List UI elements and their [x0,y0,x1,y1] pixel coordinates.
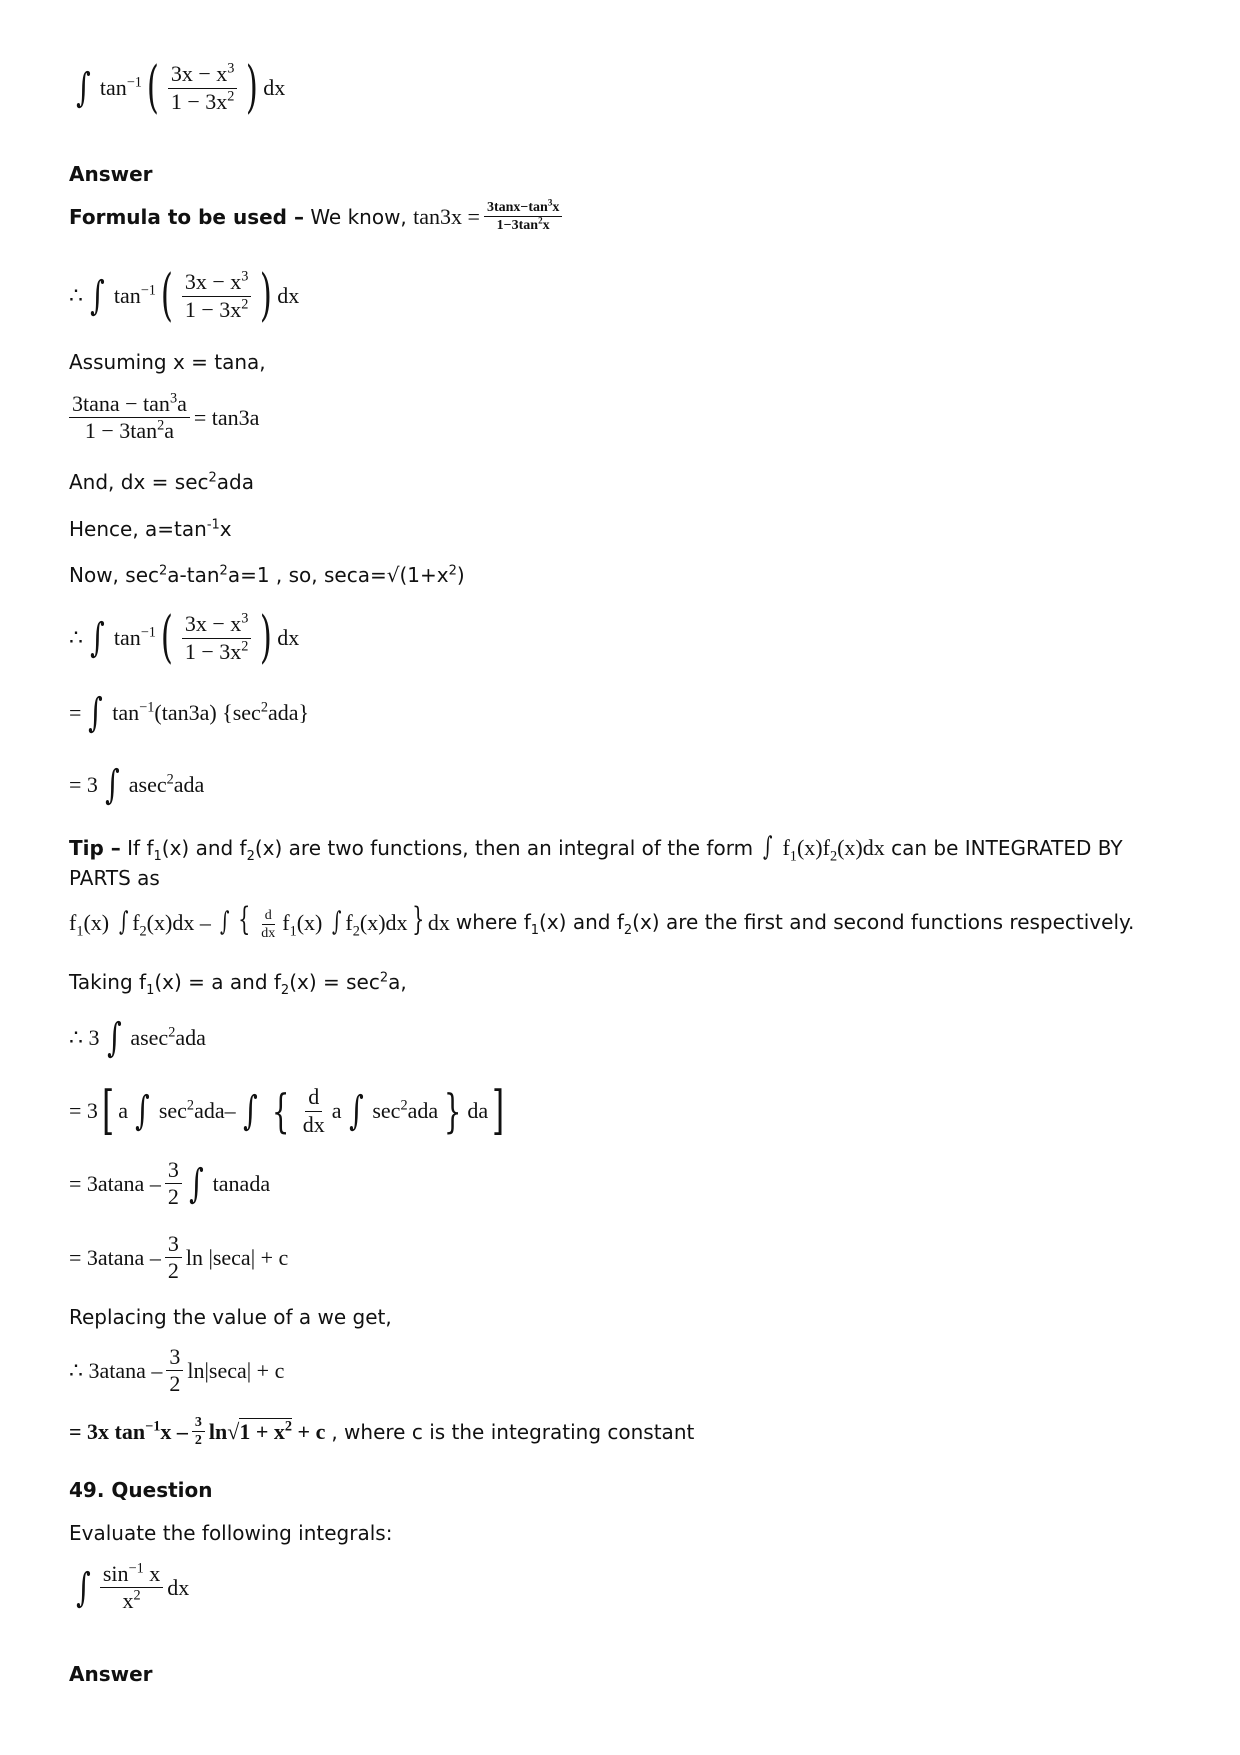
hence-text: Hence, $a=\tan^{-1}x$ [69,517,232,541]
identity-expression: $\frac{3\tan a - \tan^3a}{1 - 3\tan^2a}$ = tan3a [69,392,259,443]
step-e: = 3atana – $\frac{3}{2}$ ∫ tanada [69,1157,271,1210]
step-g: ∴ 3atana – $\frac{3}{2}$ ln|seca| + c [69,1344,285,1397]
problem-expression: ∫ $\tan^{-1}$ ( $\frac{3x - x^3}{1 - 3x^2}$ ) dx [76,55,286,120]
and-dx-text: And, dx = $\sec^2ada$ [69,470,254,494]
step-b: = 3 ∫ asec$^2$ada [69,762,205,808]
answer-heading-2: Answer [69,1662,153,1686]
integral-sign: ∫ [76,1564,91,1611]
integral-sign: ∫ [105,762,120,808]
therefore-expression-1: ∴ ∫ $\tan^{-1}$ ( $\frac{3x - x^3}{1 - 3x^2}$ ) dx [69,263,300,328]
integral-sign: ∫ [90,615,105,661]
formula-fraction: $\frac{3\tan x-\tan^3x}{1-3\tan^2x}$ [484,200,562,234]
right-paren: ) [246,55,259,120]
replacing-text: Replacing the value of a we get, [69,1305,392,1329]
formula-line: Formula to be used – We know, tan3x = $\frac{3\tan x-\tan^3x}{1-3\tan^2x}$ [69,200,566,234]
integral-sign: ∫ [106,1015,122,1061]
step-f: = 3atana – $\frac{3}{2}$ ln |seca| + c [69,1231,289,1284]
step-d: = 3 [ a ∫ $\sec^2ada-$ ∫ { $\frac{d}{dx}$ a ∫ $\sec^2ada$ } da ] [69,1081,505,1141]
step-h: = 3x $\tan^{-1}x$ – $\frac{3}{2}$ $\ln√1 + x^2 + c$ , where c is the integrating constant [69,1415,695,1449]
question-49-prompt: Evaluate the following integrals: [69,1521,393,1545]
step-c: ∴ 3 ∫ asec$^2$ada [69,1015,206,1061]
assuming-text: Assuming x = tana, [69,350,266,374]
now-text: Now, $\sec^2a-\tan^2a=1$ , so, $\sec a=√(1+x^2)$ [69,563,465,587]
integral-sign: ∫ [90,273,105,319]
integral-sign: ∫ [88,690,104,736]
therefore-expression-2: ∴ ∫ $\tan^{-1}$ ( $\frac{3x - x^3}{1 - 3x^2}$ ) dx [69,605,300,670]
integral-sign: ∫ [135,1088,150,1134]
parts-formula-line: $f_1(x)$ ∫ $f_2(x)dx$ – ∫ { $\frac{d}{dx}$ $f_1(x)$ ∫ $f_2(x)dx$ } dx where $f_1(x)$ and $f_2(x)$ are the first and second functions respectively. [69,900,1135,942]
question-49-expression: ∫ $\frac{\sin^{-1} x}{x^2}$ dx [76,1560,190,1614]
final-answer: = 3x $\tan^{-1}x$ – $\frac{3}{2}$ $\ln√1 + x^2 + c$ [69,1415,326,1449]
left-paren: ( [146,55,159,120]
question-49-title: 49. Question [69,1478,213,1502]
problem-fraction: $\frac{3x - x^3}{1 - 3x^2}$ [168,62,238,113]
step-a: = ∫ $\tan^{-1}(\tan 3a)$ $\{\sec^2ada\}$ [69,690,310,736]
integral-sign: ∫ [76,65,91,111]
integral-sign: ∫ [348,1088,364,1134]
tip-paragraph: Tip – If $f_1(x)$ and $f_2(x)$ are two functions, then an integral of the form ∫ $f_1(x)f_2(x)dx$ can be INTEGRATED BY PARTS as [69,832,1123,891]
taking-text: Taking $f_1(x) = a$ and $f_2(x) = \sec^2a$, [69,970,407,998]
answer-heading: Answer [69,162,153,186]
integral-sign: ∫ [242,1088,258,1134]
parts-formula: $f_1(x)$ ∫ $f_2(x)dx$ – ∫ { $\frac{d}{dx}$ $f_1(x)$ ∫ $f_2(x)dx$ } dx [69,900,450,942]
integral-sign: ∫ [188,1160,204,1207]
